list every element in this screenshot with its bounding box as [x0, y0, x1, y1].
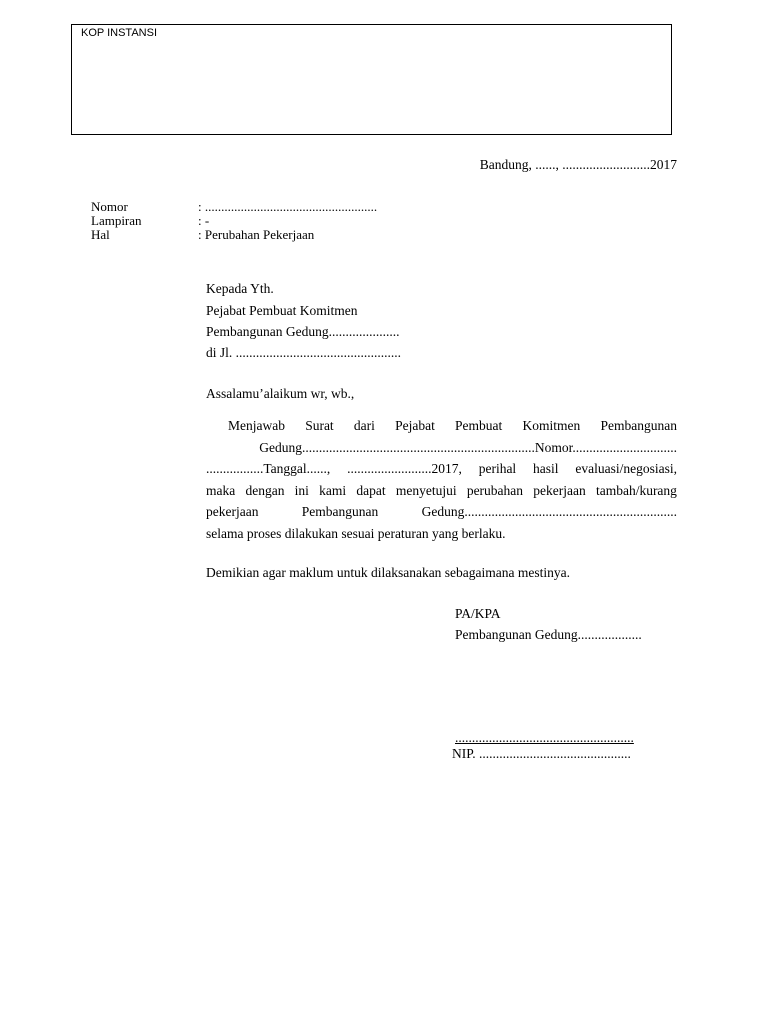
letterhead-label: KOP INSTANSI: [81, 27, 158, 39]
word: pekerjaan: [533, 482, 586, 498]
nomor-label: Nomor: [91, 199, 128, 214]
word: hasil: [533, 461, 559, 477]
body-line-1: [206, 415, 677, 437]
word: Gedung...............................................................: [421, 504, 677, 520]
signer-name-line: .....................................................: [455, 730, 634, 745]
recipient-line: Pejabat Pembuat Komitmen: [206, 303, 358, 318]
body-line-5: [206, 501, 677, 523]
word: perihal: [478, 461, 517, 477]
word: .................Tanggal......,: [206, 461, 331, 477]
word: Pembangunan: [600, 418, 677, 433]
word: Gedung.....................................................................Nomor...............................: [259, 439, 677, 455]
body-line-6: selama proses dilakukan sesuai peraturan yang berlaku.: [206, 525, 506, 541]
recipient-line: di Jl. .................................................: [206, 345, 402, 360]
word: pekerjaan: [206, 504, 259, 520]
greeting: Assalamu’alaikum wr, wb.,: [206, 386, 355, 401]
word: Menjawab: [228, 418, 285, 433]
word: maka: [206, 482, 236, 498]
word: menyetujui: [395, 482, 457, 498]
signer-title: PA/KPA: [455, 606, 501, 621]
recipient-line: Kepada Yth.: [206, 281, 274, 296]
word: .........................2017,: [347, 461, 462, 477]
word: Pembuat: [455, 418, 503, 433]
lampiran-value: : -: [198, 213, 210, 228]
nomor-value: : .....................................................: [198, 199, 378, 214]
body-paragraph: [206, 415, 677, 545]
letterhead-box: [71, 24, 672, 135]
place-date: Bandung, ......, ..........................2017: [479, 157, 677, 172]
word: perubahan: [466, 482, 524, 498]
word: Pembangunan: [301, 504, 379, 520]
word: Komitmen: [522, 418, 581, 433]
word: Pejabat: [395, 418, 435, 433]
word: Surat: [305, 418, 334, 433]
body-line-4: [206, 480, 677, 502]
closing-sentence: Demikian agar maklum untuk dilaksanakan sebagaimana mestinya.: [206, 565, 571, 580]
word: ini: [294, 482, 309, 498]
word: evaluasi/negosiasi,: [575, 461, 677, 477]
recipient-line: Pembangunan Gedung.....................: [206, 324, 400, 339]
signer-unit: Pembangunan Gedung...................: [455, 627, 642, 642]
signer-nip: NIP. .............................................: [452, 746, 631, 761]
hal-value: : Perubahan Pekerjaan: [198, 227, 315, 242]
body-line-2: [206, 437, 677, 459]
word: dapat: [356, 482, 386, 498]
lampiran-label: Lampiran: [91, 213, 142, 228]
word: tambah/kurang: [595, 482, 677, 498]
word: dengan: [245, 482, 285, 498]
word: kami: [319, 482, 347, 498]
hal-label: Hal: [91, 227, 110, 242]
body-line-3: [206, 458, 677, 480]
word: dari: [353, 418, 375, 433]
